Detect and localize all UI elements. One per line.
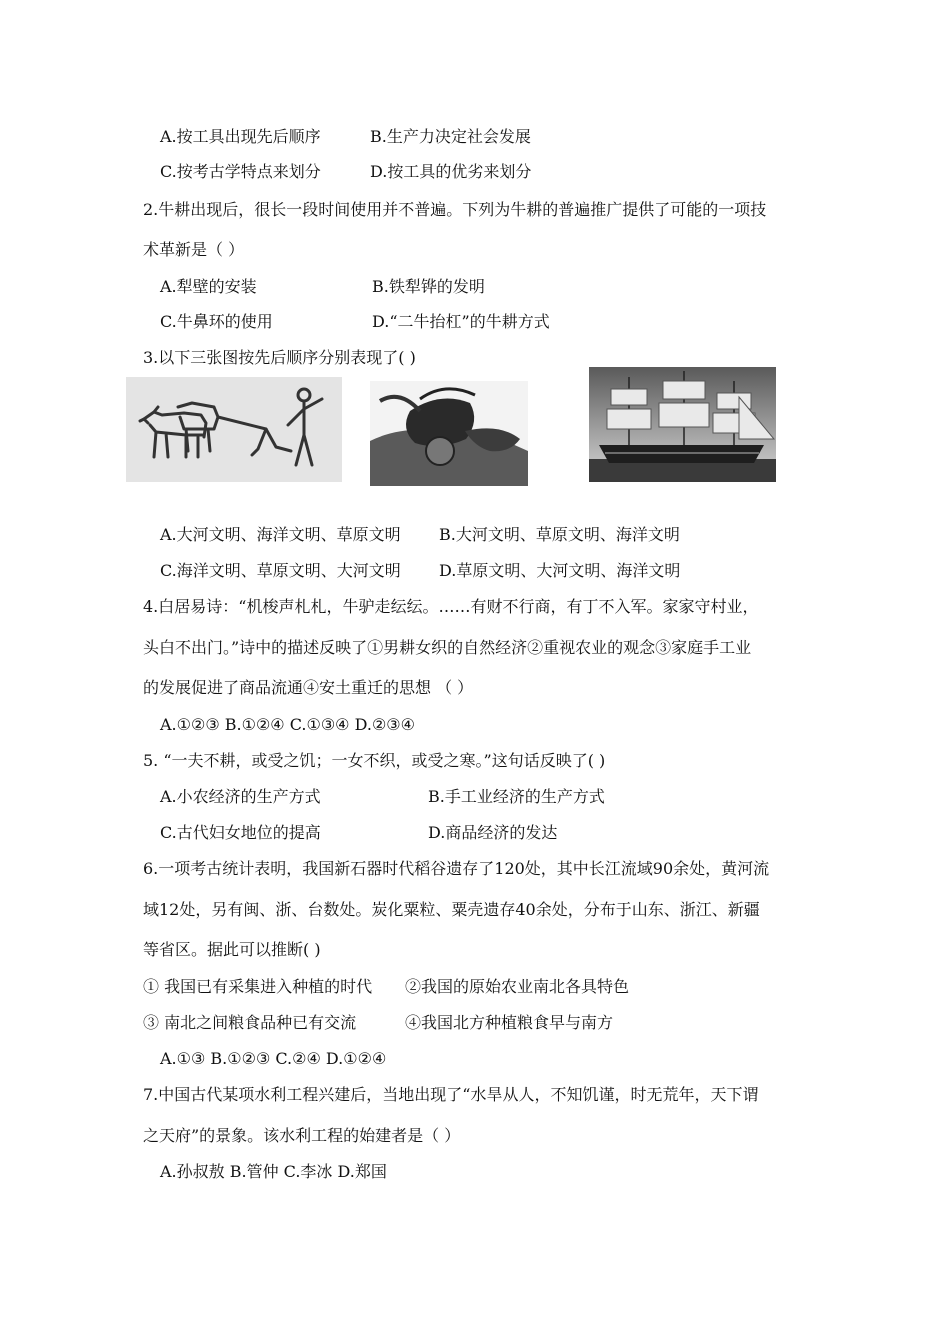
q3-option-b: B.大河文明、草原文明、海洋文明 — [439, 525, 680, 544]
q3-options-row2 — [160, 561, 680, 581]
q4-options: A.①②③ B.①②④ C.①③④ D.②③④ — [160, 715, 415, 734]
q5-option-b: B.手工业经济的生产方式 — [428, 787, 605, 806]
q1-options-row2 — [160, 162, 531, 182]
q5-option-d: D.商品经济的发达 — [428, 823, 558, 842]
q6-options: A.①③ B.①②③ C.②④ D.①②④ — [160, 1049, 387, 1068]
q2-options-row2 — [160, 312, 550, 332]
q4-stem-line2: 头白不出门。”诗中的描述反映了①男耕女织的自然经济②重视农业的观念③家庭手工业 — [143, 638, 752, 657]
q3-option-a: A.大河文明、海洋文明、草原文明 — [160, 525, 401, 544]
q2-options-row1 — [160, 277, 485, 297]
q2-stem-line1: 2.牛耕出现后，很长一段时间使用并不普遍。下列为牛耕的普遍推广提供了可能的一项技 — [143, 200, 767, 219]
q1-options-row1 — [160, 127, 531, 147]
q3-stem: 3.以下三张图按先后顺序分别表现了( ) — [143, 348, 416, 367]
q2-option-d: D.“二牛抬杠”的牛耕方式 — [372, 312, 550, 331]
q2-option-c: C.牛鼻环的使用 — [160, 312, 273, 331]
q7-stem-line1: 7.中国古代某项水利工程兴建后，当地出现了“水旱从人，不知饥谨，时无荒年，天下谓 — [143, 1085, 759, 1104]
q5-option-c: C.古代妇女地位的提高 — [160, 823, 321, 842]
q6-stem-line3: 等省区。据此可以推断( ) — [143, 940, 321, 959]
q4-stem-line1: 4.白居易诗：“机梭声札札，牛驴走纭纭。……有财不行商，有丁不入军。家家守村业， — [143, 597, 759, 616]
q6-statements-row2 — [143, 1013, 613, 1033]
q1-option-c: C.按考古学特点来划分 — [160, 162, 321, 181]
q3-option-d: D.草原文明、大河文明、海洋文明 — [439, 561, 681, 580]
q2-option-b: B.铁犁铧的发明 — [372, 277, 485, 296]
q6-statements-row1 — [143, 977, 629, 997]
q5-options-row2 — [160, 823, 557, 843]
q2-option-a: A.犁壁的安装 — [160, 277, 257, 296]
q6-statement-2: ②我国的原始农业南北各具特色 — [405, 977, 630, 996]
sailing-ship-image — [589, 367, 776, 482]
q5-option-a: A.小农经济的生产方式 — [160, 787, 321, 806]
q1-option-d: D.按工具的优劣来划分 — [370, 162, 532, 181]
q6-statement-1: ① 我国已有采集进入种植的时代 — [143, 977, 373, 996]
plowing-drawing-image — [126, 377, 342, 482]
q3-options-row1 — [160, 525, 680, 545]
q1-option-a: A.按工具出现先后顺序 — [160, 127, 321, 146]
q6-statement-3: ③ 南北之间粮食品种已有交流 — [143, 1013, 357, 1032]
q3-option-c: C.海洋文明、草原文明、大河文明 — [160, 561, 401, 580]
q6-statement-4: ④我国北方种植粮食早与南方 — [405, 1013, 614, 1032]
horseback-archer-image — [370, 381, 528, 486]
q1-option-b: B.生产力决定社会发展 — [370, 127, 531, 146]
q5-options-row1 — [160, 787, 605, 807]
q6-stem-line2: 域12处，另有闽、浙、台数处。炭化粟粒、粟壳遗存40余处，分布于山东、浙江、新疆 — [143, 900, 760, 919]
q2-stem-line2: 术革新是（ ） — [143, 240, 245, 259]
q7-options: A.孙叔敖 B.管仲 C.李冰 D.郑国 — [160, 1162, 387, 1181]
q6-stem-line1: 6.一项考古统计表明，我国新石器时代稻谷遗存了120处，其中长江流域90余处，黄河流 — [143, 859, 770, 878]
q5-stem: 5. “一夫不耕，或受之饥；一女不织，或受之寒。”这句话反映了( ) — [143, 751, 606, 770]
q4-stem-line3: 的发展促进了商品流通④安土重迁的思想 （ ） — [143, 678, 474, 697]
q7-stem-line2: 之天府”的景象。该水利工程的始建者是（ ） — [143, 1126, 461, 1145]
